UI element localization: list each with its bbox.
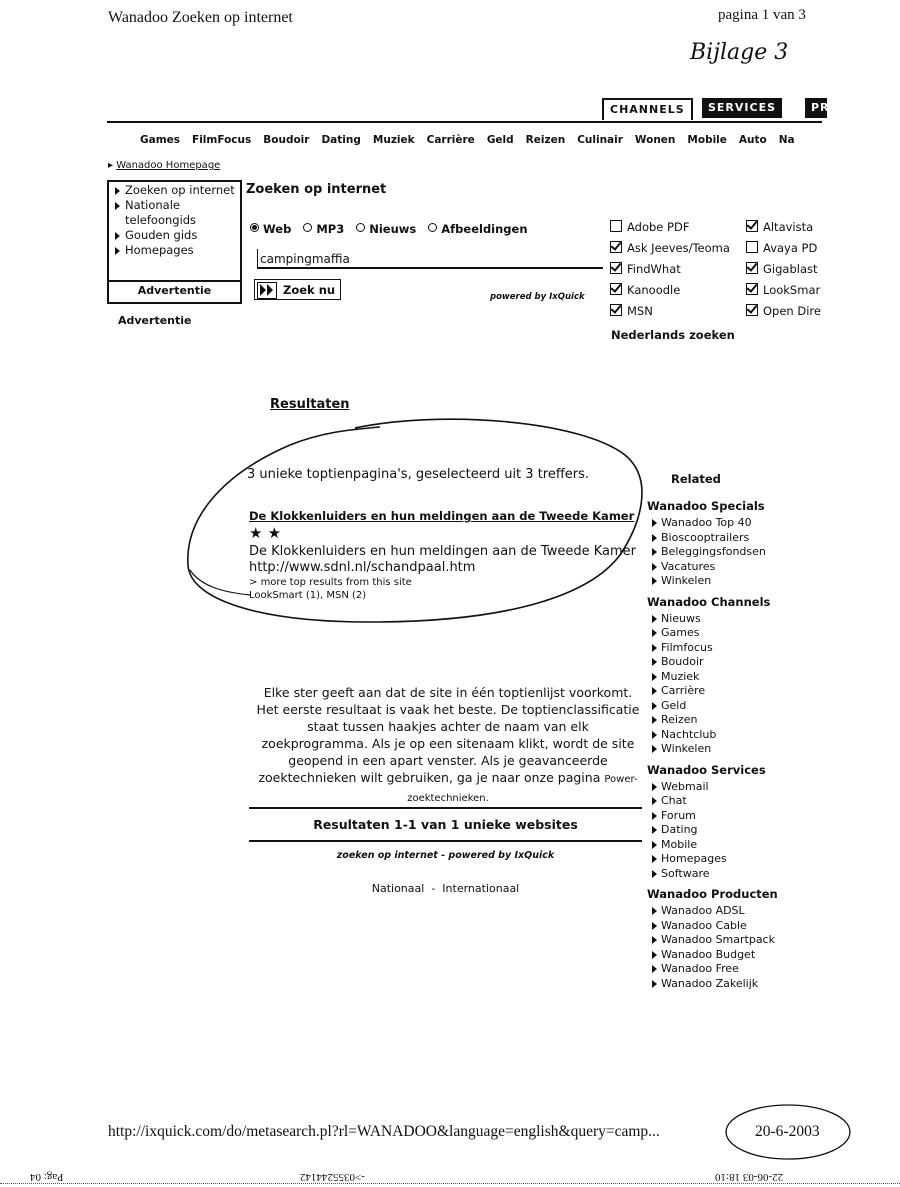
radio-afbeeldingen[interactable]: [428, 222, 527, 236]
divider: [249, 840, 642, 842]
list-item[interactable]: Forum: [647, 809, 822, 824]
breadcrumb-home-link[interactable]: Wanadoo Homepage: [116, 160, 221, 171]
search-button[interactable]: [254, 279, 341, 300]
sidebar: [107, 180, 242, 304]
nav-item-carriere[interactable]: Carrière: [426, 134, 475, 146]
date-circle-stroke: [726, 1105, 850, 1159]
print-footer-date: 20-6-2003: [755, 1123, 820, 1140]
list-item[interactable]: Software: [647, 867, 822, 882]
section-title-specials: Wanadoo Specials: [647, 499, 765, 513]
engine-label: Gigablast: [763, 262, 818, 276]
list-item[interactable]: Muziek: [647, 670, 822, 685]
link-internationaal[interactable]: Internationaal: [442, 882, 520, 895]
nav-item-reizen[interactable]: Reizen: [525, 134, 566, 146]
list-item[interactable]: Winkelen: [647, 742, 822, 757]
link-nationaal[interactable]: Nationaal: [371, 882, 425, 895]
nav-item-filmfocus[interactable]: FilmFocus: [192, 134, 252, 146]
tab-extra[interactable]: PR: [805, 98, 827, 118]
radio-web-dot: [250, 223, 259, 232]
engine-label: FindWhat: [627, 262, 681, 276]
section-title-channels: Wanadoo Channels: [647, 594, 771, 609]
search-type-radios: [250, 222, 536, 236]
section-list-specials: [647, 516, 822, 589]
nav-item-muziek[interactable]: Muziek: [372, 134, 415, 146]
result-title-line: [249, 508, 641, 543]
result-title-link[interactable]: De Klokkenluiders en hun meldingen aan de Tweede Kamer: [249, 509, 635, 523]
result-stars: ★ ★: [249, 524, 282, 542]
checkbox-icon: [610, 220, 622, 232]
checkbox-checked-icon: [610, 304, 622, 316]
search-input[interactable]: campingmaffia: [257, 249, 603, 269]
results-summary: 3 unieke toptienpagina's, geselecteerd uit 3 treffers.: [247, 467, 590, 482]
tab-services[interactable]: SERVICES: [702, 98, 782, 118]
radio-mp3-label: MP3: [316, 222, 345, 236]
engine-findwhat[interactable]: [610, 262, 681, 276]
engine-label: Kanoodle: [627, 283, 681, 297]
checkbox-checked-icon: [610, 262, 622, 274]
explanation-text: Elke ster geeft aan dat de site in één toptienlijst voorkomt. Het eerste resultaat is vaak het beste. De toptienclassificatie staat tussen haakjes achter de naam van elk zoekprogramma. Als je op een sitenaam klikt, wordt de site geopend in een apart venster. Als je geavanceerde zoektechnieken wilt gebruiken, ga je naar onze pagina: [256, 685, 640, 785]
engine-label: Open Dire: [763, 304, 821, 318]
section-list-services: [647, 780, 822, 882]
more-arrow-icon: >: [249, 577, 261, 588]
result-item: [249, 508, 641, 602]
radio-web-label: Web: [263, 222, 292, 236]
link-separator: -: [431, 882, 436, 895]
results-explanation: [253, 684, 643, 807]
list-item[interactable]: Wanadoo Free: [647, 962, 822, 977]
list-item[interactable]: Vacatures: [647, 560, 822, 575]
radio-nieuws-label: Nieuws: [369, 222, 417, 236]
fax-page: Pag: 04: [30, 1171, 64, 1183]
checkbox-checked-icon: [746, 304, 758, 316]
engine-looksmart[interactable]: [746, 283, 820, 297]
fax-number: ->0355244142: [300, 1171, 365, 1183]
radio-nieuws[interactable]: [356, 222, 416, 236]
results-heading: Resultaten: [270, 397, 350, 412]
engine-label: MSN: [627, 304, 653, 318]
list-item[interactable]: Carrière: [647, 684, 822, 699]
checkbox-checked-icon: [746, 220, 758, 232]
sidebar-item-zoeken[interactable]: Zoeken op internet: [113, 183, 237, 198]
list-item[interactable]: Nachtclub: [647, 728, 822, 743]
channel-nav: [140, 134, 822, 146]
list-item[interactable]: Nieuws: [647, 612, 822, 627]
radio-afbeeldingen-label: Afbeeldingen: [441, 222, 528, 236]
list-item[interactable]: Dating: [647, 823, 822, 838]
advert-label: Advertentie: [118, 314, 192, 327]
fax-edge: [0, 1183, 900, 1184]
sidebar-item-homepages[interactable]: Homepages: [113, 243, 237, 258]
engine-list: [610, 220, 822, 330]
engine-kanoodle[interactable]: [610, 283, 680, 297]
handwritten-note: Bijlage 3: [690, 40, 789, 65]
radio-mp3-dot: [303, 223, 312, 232]
search-button-label: Zoek nu: [283, 283, 336, 297]
list-item[interactable]: Bioscooptrailers: [647, 531, 822, 546]
list-item[interactable]: Wanadoo Cable: [647, 919, 822, 934]
result-more-label: more top results from this site: [260, 577, 412, 588]
checkbox-checked-icon: [746, 283, 758, 295]
section-list-channels: [647, 612, 822, 757]
engine-label: Ask Jeeves/Teoma: [627, 241, 730, 255]
breadcrumb: ▸ Wanadoo Homepage: [108, 160, 221, 171]
related-column: [647, 472, 822, 991]
power-search-link[interactable]: Power-zoektechnieken.: [407, 774, 638, 804]
sidebar-item-gouden-gids[interactable]: Gouden gids: [113, 228, 237, 243]
search-title: Zoeken op internet: [246, 182, 387, 197]
radio-nieuws-dot: [356, 223, 365, 232]
list-item[interactable]: Geld: [647, 699, 822, 714]
list-item[interactable]: Wanadoo ADSL: [647, 904, 822, 919]
list-item[interactable]: Webmail: [647, 780, 822, 795]
nav-item-mobile[interactable]: Mobile: [687, 134, 727, 146]
nav-item-auto[interactable]: Auto: [738, 134, 767, 146]
sidebar-advert-label: Advertentie: [109, 280, 240, 300]
result-url[interactable]: http://www.sdnl.nl/schandpaal.htm: [249, 560, 476, 575]
related-heading: Related: [671, 472, 721, 486]
list-item[interactable]: Wanadoo Zakelijk: [647, 977, 822, 992]
list-item[interactable]: Wanadoo Smartpack: [647, 933, 822, 948]
ellipse-tail: [190, 570, 250, 595]
list-item[interactable]: Wanadoo Budget: [647, 948, 822, 963]
nav-item-dating[interactable]: Dating: [321, 134, 361, 146]
list-item[interactable]: Reizen: [647, 713, 822, 728]
print-header-title: Wanadoo Zoeken op internet: [108, 9, 293, 26]
section-list-producten: [647, 904, 822, 991]
header-divider: [107, 121, 822, 123]
checkbox-icon: [746, 241, 758, 253]
list-item[interactable]: Chat: [647, 794, 822, 809]
engine-adobe-pdf[interactable]: [610, 220, 689, 234]
footer-links: [249, 882, 642, 895]
list-item[interactable]: Filmfocus: [647, 641, 822, 656]
engine-label: Avaya PD: [763, 241, 818, 255]
checkbox-checked-icon: [610, 283, 622, 295]
nav-item-more[interactable]: Na: [778, 134, 795, 146]
list-item[interactable]: Homepages: [647, 852, 822, 867]
list-item[interactable]: Boudoir: [647, 655, 822, 670]
engine-gigablast[interactable]: [746, 262, 818, 276]
fax-timestamp: 22-06-03 18:10: [715, 1171, 784, 1183]
list-item[interactable]: Beleggingsfondsen: [647, 545, 822, 560]
engine-altavista[interactable]: [746, 220, 813, 234]
engine-open-directory[interactable]: [746, 304, 821, 318]
nav-item-wonen[interactable]: Wonen: [634, 134, 676, 146]
result-more-link[interactable]: [249, 576, 641, 590]
powered-by: powered by IxQuick: [490, 292, 585, 302]
engine-label: LookSmar: [763, 283, 821, 297]
engine-ask-jeeves[interactable]: [610, 241, 730, 255]
result-sources: LookSmart (1), MSN (2): [249, 590, 367, 601]
divider: [249, 807, 642, 809]
search-go-icon: [257, 282, 277, 299]
engine-avaya[interactable]: [746, 241, 817, 255]
engine-label: Altavista: [763, 220, 814, 234]
nav-item-boudoir[interactable]: Boudoir: [263, 134, 310, 146]
section-title-producten: Wanadoo Producten: [647, 887, 778, 901]
list-item[interactable]: Winkelen: [647, 574, 822, 589]
list-item[interactable]: Mobile: [647, 838, 822, 853]
radio-web[interactable]: [250, 222, 291, 236]
results-count: Resultaten 1-1 van 1 unieke websites: [313, 817, 578, 832]
engine-msn[interactable]: [610, 304, 653, 318]
result-description: De Klokkenluiders en hun meldingen aan de Tweede Kamer: [249, 544, 636, 559]
channel-tabs: [602, 98, 830, 120]
footer-powered: zoeken op internet - powered by IxQuick: [336, 850, 555, 861]
section-title-services: Wanadoo Services: [647, 762, 766, 777]
checkbox-checked-icon: [610, 241, 622, 253]
tab-channels[interactable]: CHANNELS: [602, 98, 693, 120]
engine-label: Adobe PDF: [627, 220, 690, 234]
dutch-search-link[interactable]: Nederlands zoeken: [611, 328, 735, 342]
date-circle: [720, 1098, 858, 1168]
list-item[interactable]: Games: [647, 626, 822, 641]
nav-item-games[interactable]: Games: [140, 134, 181, 146]
checkbox-checked-icon: [746, 262, 758, 274]
print-page-number: pagina 1 van 3: [718, 7, 806, 23]
nav-item-culinair[interactable]: Culinair: [577, 134, 623, 146]
print-footer-url: http://ixquick.com/do/metasearch.pl?rl=WANADOO&language=english&query=camp...: [108, 1123, 660, 1140]
nav-item-geld[interactable]: Geld: [486, 134, 514, 146]
sidebar-item-telefoongids[interactable]: Nationale telefoongids: [113, 198, 237, 228]
radio-mp3[interactable]: [303, 222, 344, 236]
list-item[interactable]: Wanadoo Top 40: [647, 516, 822, 531]
radio-afbeeldingen-dot: [428, 223, 437, 232]
